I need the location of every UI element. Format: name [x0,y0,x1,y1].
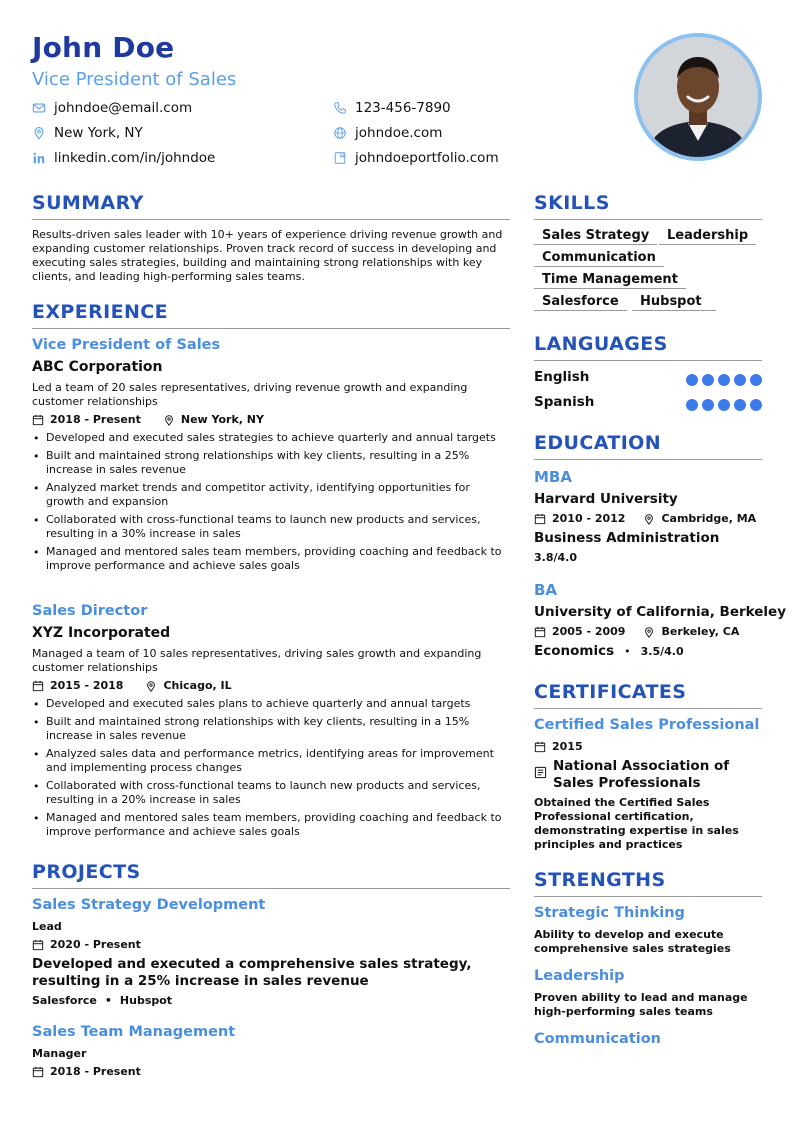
experience-heading: EXPERIENCE [32,301,169,323]
proficiency-dot [734,374,746,386]
strength-name: Communication [534,1031,662,1047]
languages-divider [534,360,762,361]
education-heading: EDUCATION [534,432,662,454]
calendar-icon [534,626,546,638]
job-meta [32,413,264,426]
portfolio-text: johndoeportfolio.com [355,150,499,166]
skill-tag: Sales Strategy [534,228,657,245]
strengths-heading: STRENGTHS [534,869,666,891]
education-field: Economics [534,643,615,659]
project-role: Manager [32,1047,87,1060]
language-level [686,399,762,411]
education-divider [534,459,762,460]
linkedin-text: linkedin.com/in/johndoe [54,150,216,166]
project-dates: 2020 - Present [50,938,141,951]
profile-photo [634,33,762,161]
list-item: • Developed and executed sales plans to achieve quarterly and annual targets [32,697,510,711]
project-description: Developed and executed a comprehensive sales strategy, resulting in a 25% increase in sales revenue [32,956,472,989]
job-title: Sales Director [32,603,148,619]
language-name: English [534,369,590,385]
map-pin-icon [163,414,175,426]
contact-email[interactable] [32,100,192,116]
skill-tag: Hubspot [632,294,716,311]
calendar-icon [32,939,44,951]
job-description: Managed a team of 10 sales representatives, driving sales growth and expanding customer relationships [32,647,482,674]
proficiency-dot [734,399,746,411]
proficiency-dot [702,399,714,411]
education-meta [534,625,739,638]
education-meta [534,512,756,525]
certificate-issuer-row [534,758,762,792]
skills-heading: SKILLS [534,192,610,214]
proficiency-dot [718,374,730,386]
proficiency-dot [750,374,762,386]
calendar-icon [32,1066,44,1078]
list-item: • Collaborated with cross-functional teams to launch new products and services, resulting in a 20% increase in sales [32,779,510,807]
proficiency-dot [718,399,730,411]
map-pin-icon [643,626,655,638]
job-location: Chicago, IL [163,679,232,692]
contact-website[interactable] [333,125,442,141]
strength-name: Leadership [534,968,625,984]
skills-divider [534,219,762,220]
education-field: Business Administration [534,530,720,546]
project-dates: 2018 - Present [50,1065,141,1078]
candidate-name: John Doe [32,31,175,64]
skill-tag: Leadership [659,228,756,245]
location-icon [32,126,46,140]
education-dates: 2010 - 2012 [552,512,626,525]
languages-heading: LANGUAGES [534,333,668,355]
project-tool: Hubspot [119,994,173,1007]
globe-icon [333,126,347,140]
proficiency-dot [686,374,698,386]
skill-tag: Salesforce [534,294,627,311]
phone-text: 123-456-7890 [355,100,451,116]
strength-description: Proven ability to lead and manage high-performing sales teams [534,991,748,1018]
degree-name: MBA [534,468,572,486]
list-item: • Analyzed market trends and competitor activity, identifying opportunities for growth and expansion [32,481,510,509]
proficiency-dot [686,399,698,411]
map-pin-icon [643,513,655,525]
profile-photo-image [638,37,758,157]
contact-location [32,125,143,141]
list-item: • Managed and mentored sales team members, providing coaching and feedback to improve performance and achieve sales goals [32,811,510,839]
project-name: Sales Team Management [32,1024,236,1040]
certificate-year: 2015 [552,740,583,753]
certificate-meta [534,740,583,753]
list-item: • Managed and mentored sales team members, providing coaching and feedback to improve performance and achieve sales goals [32,545,510,573]
calendar-icon [534,513,546,525]
email-text: johndoe@email.com [54,100,193,116]
linkedin-icon [32,151,46,165]
job-location: New York, NY [180,413,264,426]
language-level [686,374,762,386]
degree-name: BA [534,581,558,599]
certificate-description: Obtained the Certified Sales Professional certification, demonstrating expertise in sales principles and practices [534,796,739,851]
certificate-icon [534,766,547,779]
strength-description: Ability to develop and execute comprehensive sales strategies [534,928,731,955]
school-name: University of California, Berkeley [534,604,786,620]
project-meta [32,938,141,951]
list-item: • Analyzed sales data and performance metrics, identifying areas for improvement and implementing process changes [32,747,510,775]
certificate-issuer: National Association of Sales Professionals [553,758,730,791]
job-meta [32,679,232,692]
calendar-icon [32,414,44,426]
education-gpa: 3.5/4.0 [640,645,684,658]
list-item: • Developed and executed sales strategies to achieve quarterly and annual targets [32,431,510,445]
summary-text: Results-driven sales leader with 10+ years of experience driving revenue growth and expanding customer relationships. Proven track record of success in developing and executing sales strategies, building and maintaining strong relationships with key clients, and leading high-performing sales teams. [32,228,503,283]
contact-phone[interactable] [333,100,451,116]
experience-divider [32,328,510,329]
phone-icon [333,101,347,115]
email-icon [32,101,46,115]
certificates-divider [534,708,762,709]
job-title: Vice President of Sales [32,337,221,353]
list-item: • Built and maintained strong relationships with key clients, resulting in a 25% increase in sales revenue [32,449,510,477]
calendar-icon [534,741,546,753]
job-company: ABC Corporation [32,359,163,375]
project-tools [32,994,172,1007]
education-location: Berkeley, CA [661,625,740,638]
contact-linkedin[interactable] [32,150,215,166]
website-text: johndoe.com [355,125,443,141]
education-gpa: 3.8/4.0 [534,551,577,564]
location-text: New York, NY [54,125,143,141]
job-description: Led a team of 20 sales representatives, driving revenue growth and expanding customer relationships [32,381,468,408]
certificate-name: Certified Sales Professional [534,717,760,733]
skill-tag: Time Management [534,272,686,289]
project-meta [32,1065,141,1078]
tool-separator: • [104,994,112,1007]
strengths-divider [534,896,762,897]
job-bullets [32,697,510,843]
project-role: Lead [32,920,62,933]
project-name: Sales Strategy Development [32,897,266,913]
school-name: Harvard University [534,491,678,507]
certificates-heading: CERTIFICATES [534,681,687,703]
project-tool: Salesforce [32,994,97,1007]
summary-divider [32,219,510,220]
proficiency-dot [702,374,714,386]
job-dates: 2018 - Present [50,413,141,426]
job-bullets [32,431,510,577]
proficiency-dot [750,399,762,411]
strength-name: Strategic Thinking [534,905,685,921]
field-separator: • [624,645,631,658]
education-location: Cambridge, MA [661,512,757,525]
portfolio-icon [333,151,347,165]
skill-tag: Communication [534,250,664,267]
language-name: Spanish [534,394,595,410]
education-field-row [534,643,684,659]
job-company: XYZ Incorporated [32,625,171,641]
calendar-icon [32,680,44,692]
education-dates: 2005 - 2009 [552,625,626,638]
list-item: • Collaborated with cross-functional teams to launch new products and services, resulting in a 30% increase in sales [32,513,510,541]
job-dates: 2015 - 2018 [50,679,124,692]
projects-divider [32,888,510,889]
projects-heading: PROJECTS [32,861,141,883]
map-pin-icon [145,680,157,692]
contact-portfolio[interactable] [333,150,499,166]
list-item: • Built and maintained strong relationships with key clients, resulting in a 15% increase in sales revenue [32,715,510,743]
candidate-title: Vice President of Sales [32,69,237,90]
summary-heading: SUMMARY [32,192,144,214]
